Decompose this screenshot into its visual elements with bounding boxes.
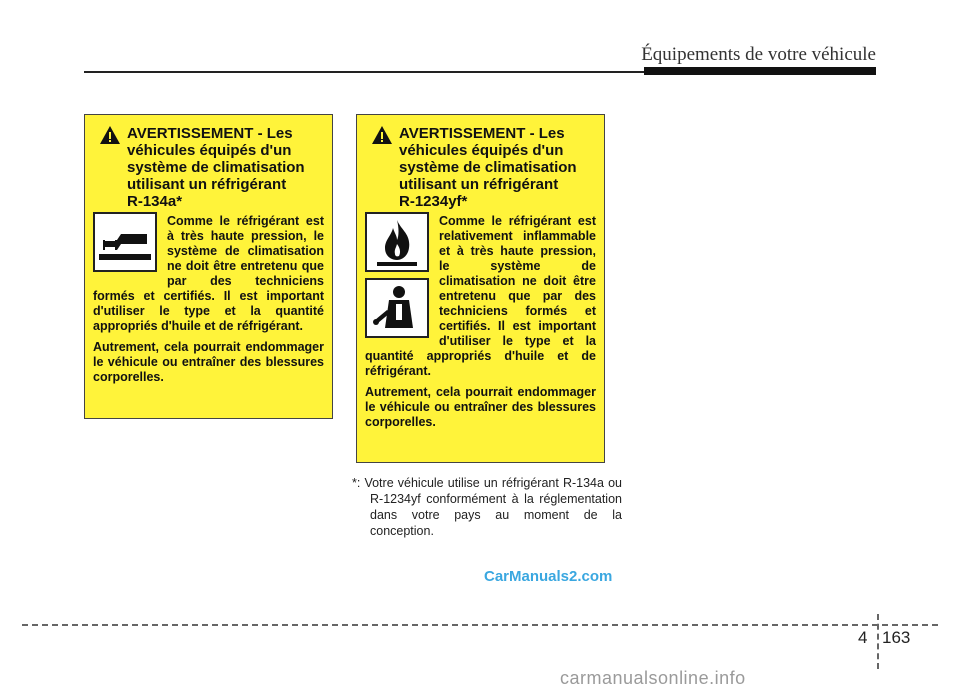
warning-triangle-icon bbox=[99, 125, 121, 145]
pictogram-column bbox=[93, 212, 161, 278]
header-rule-accent bbox=[644, 67, 876, 75]
warning-subtitle-line: utilisant un réfrigérant bbox=[127, 176, 287, 193]
page-header-title: Équipements de votre véhicule bbox=[641, 44, 876, 65]
watermark-carmanualsonline: carmanualsonline.info bbox=[560, 668, 746, 688]
page-number: 163 bbox=[882, 628, 911, 647]
header-rule bbox=[84, 71, 644, 73]
warning-subtitle-line: système de climatisation bbox=[127, 159, 305, 176]
technician-icon bbox=[365, 278, 429, 338]
warning-subtitle-line: véhicules équipés d'un bbox=[399, 142, 564, 159]
warning-body: Comme le réfrigérant est à très haute pression, le système de climatisation ne doit être entretenu que par des techniciens formés et certifiés. Il est important d'utiliser le type et la quantité appropriés d'huile et de réfrigérant. bbox=[93, 214, 324, 333]
wrench-icon bbox=[93, 212, 157, 272]
warning-title: AVERTISSEMENT - Les bbox=[127, 125, 293, 142]
watermark-carmanuals: CarManuals2.com bbox=[484, 568, 613, 585]
warning-body-consequence: Autrement, cela pourrait endommager le véhicule ou entraîner des blessures corporelles. bbox=[365, 385, 596, 429]
warning-subtitle-line: R-1234yf* bbox=[399, 193, 468, 210]
chapter-number: 4 bbox=[858, 628, 868, 647]
warning-body-consequence: Autrement, cela pourrait endommager le véhicule ou entraîner des blessures corporelles. bbox=[93, 340, 324, 384]
footer-dashed-rule bbox=[22, 624, 938, 626]
warning-box-r134a bbox=[84, 114, 333, 419]
warning-subtitle-line: utilisant un réfrigérant bbox=[399, 176, 559, 193]
warning-box-r1234yf bbox=[356, 114, 605, 463]
flame-icon bbox=[365, 212, 429, 272]
warning-subtitle-line: R-134a* bbox=[127, 193, 183, 210]
warning-title: AVERTISSEMENT - Les bbox=[399, 125, 565, 142]
warning-triangle-icon bbox=[371, 125, 393, 145]
warning-heading bbox=[93, 125, 324, 210]
warning-body: Comme le réfrigérant est relativement inflammable et à très haute pression, le système de climatisation ne doit être entretenu que par des techniciens formés et certifiés. Il est important d'utiliser le type et la quantité appropriés d'huile et de réfrigérant. bbox=[365, 214, 596, 378]
warning-subtitle-line: système de climatisation bbox=[399, 159, 577, 176]
warning-heading bbox=[365, 125, 596, 210]
warning-subtitle-line: véhicules équipés d'un bbox=[127, 142, 292, 159]
pictogram-column bbox=[365, 212, 433, 344]
refrigerant-footnote: *: Votre véhicule utilise un réfrigérant R-134a ou R-1234yf conformément à la réglementation dans votre pays au moment de la conception. bbox=[352, 476, 622, 538]
footer-divider bbox=[877, 614, 879, 669]
